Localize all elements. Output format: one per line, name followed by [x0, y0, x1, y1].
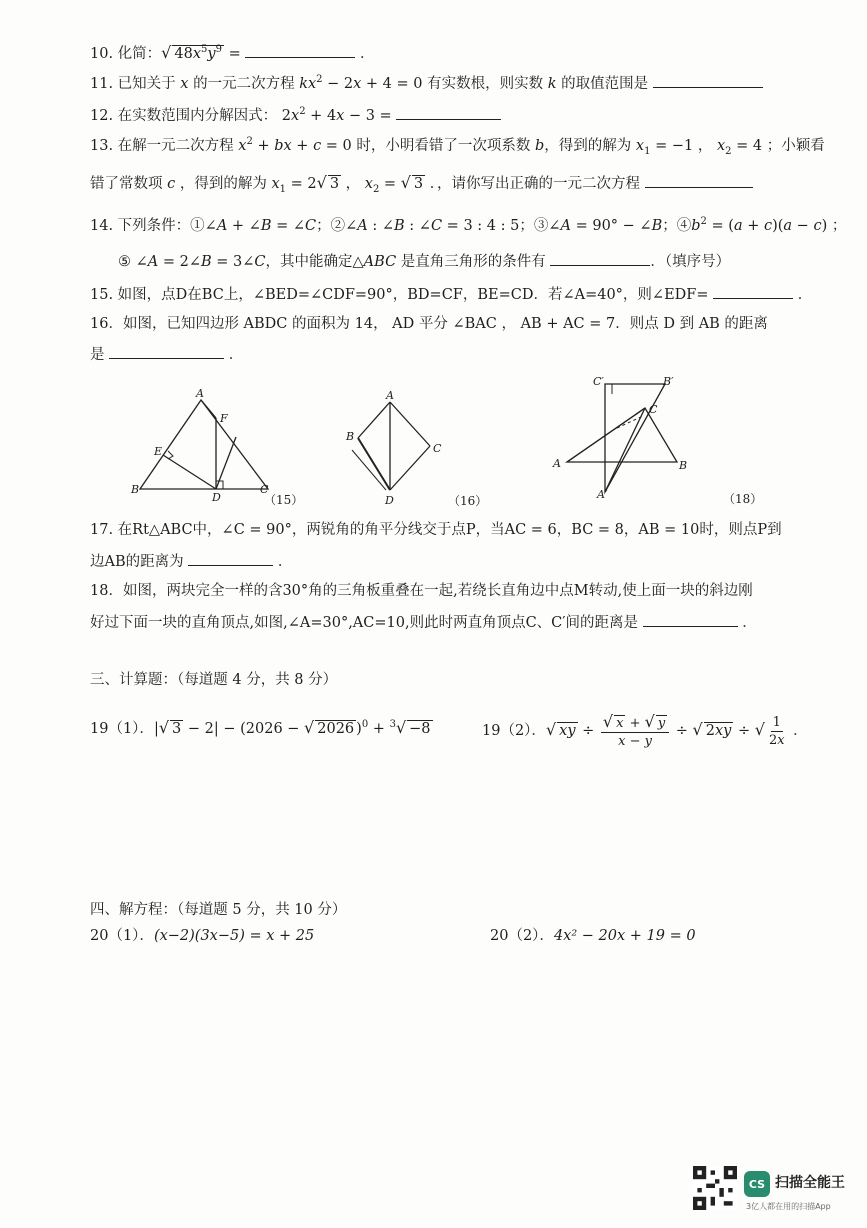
fig16-segment-cd — [390, 446, 430, 490]
question-18-line2: 好过下面一块的直角顶点,如图,∠A=30°,AC=10,则此时两直角顶点C、C′间的距离是 ． — [90, 612, 757, 633]
fig16-segment-bd — [358, 438, 390, 490]
qr-code — [693, 1166, 737, 1210]
question-13-line2: 错了常数项 c ，得到的解为 $x_1 = 2√$ 3 ， $x_2$ = √ 3 ．，请你写出正确的一元二次方程 — [90, 173, 753, 194]
question-11: 11. 已知关于 x 的一元二次方程 $kx^2 - 2x + 4 = 0$ 有实数根，则实数 k 的取值范围是 — [90, 73, 763, 94]
answer-blank[interactable] — [645, 173, 753, 188]
question-15: 15. 如图，点D在BC上，∠BED=∠CDF=90°，BD=CF，BE=CD．若∠A=40°，则∠EDF= ． — [90, 284, 812, 305]
fig15-label-f: F — [220, 412, 228, 425]
scanner-brand: 扫描全能王 — [775, 1175, 845, 1191]
fig15-label-b: B — [131, 483, 140, 496]
question-19-1: 19（1）．|√ 3 − 2| − (2026 − √ 2026 )$^0$ + $^3$√ −8 — [90, 718, 431, 737]
fig16-segment-ac — [390, 402, 430, 446]
answer-blank[interactable] — [109, 344, 224, 359]
answer-blank[interactable] — [653, 73, 763, 88]
fig16-label-a: A — [386, 390, 394, 402]
fig15-label-a: A — [196, 387, 204, 400]
answer-blank[interactable] — [188, 551, 273, 566]
question-10: 10. 化简：√ $48x^5y^9$ = ． — [90, 43, 375, 62]
scanner-tagline: 3亿人都在用的扫描App — [746, 1202, 831, 1211]
fig18-segment-ac — [567, 408, 645, 462]
fig15-segment-ed — [163, 455, 216, 489]
question-17-line2: 边AB的距离为 ． — [90, 551, 292, 572]
fig18-caption: （18） — [723, 492, 763, 506]
fig18-segment-ap — [605, 408, 645, 492]
answer-blank[interactable] — [396, 105, 501, 120]
fig15-label-c: C — [260, 483, 269, 496]
fig15-right-angle-e — [168, 451, 173, 459]
section-4-title: 四、解方程：（每道题 5 分，共 10 分） — [90, 902, 347, 918]
fig18-label-a: A — [553, 457, 561, 470]
question-12: 12. 在实数范围内分解因式： $2x^2 + 4x - 3$ = — [90, 105, 501, 126]
question-17-line1: 17. 在Rt△ABC中，∠C = 90°，两锐角的角平分线交于点P，当AC = 6，BC = 8，AB = 10时，则点P到 — [90, 522, 782, 538]
fig18-label-c: C — [649, 403, 658, 416]
answer-blank[interactable] — [550, 251, 650, 266]
section-3-title: 三、计算题：（每道题 4 分，共 8 分） — [90, 672, 338, 688]
fig18-lower-triangle — [567, 408, 677, 462]
fig16-segment-ab — [358, 402, 390, 438]
question-16-line2: 是 ． — [90, 344, 243, 365]
answer-blank[interactable] — [245, 43, 355, 58]
question-20-1: 20（1）．(x−2)(3x−5) = x + 25 — [90, 928, 315, 944]
question-13-line1: 13. 在解一元二次方程 $x^2$ + bx + c = 0 时，小明看错了一次项系数 b，得到的解为 $x_1 = -1$ ， $x_2 = 4$ ；小颖看 — [90, 136, 825, 157]
fig18-upper-triangle — [605, 384, 665, 492]
fig18-label-bprime: B′ — [663, 375, 674, 388]
fig18-label-aprime: A′ — [597, 488, 608, 501]
fig15-caption: （15） — [264, 493, 304, 505]
fig18-label-cprime: C′ — [593, 375, 604, 388]
fig18-label-b: B — [679, 459, 688, 472]
fig16-label-c: C — [433, 442, 442, 455]
fraction: $\frac{√ x + √ y}{x - y}$ — [601, 713, 669, 750]
fig16-caption: （16） — [448, 494, 488, 508]
fig16-label-b: B — [346, 430, 355, 443]
fig15-label-e: E — [154, 445, 163, 458]
answer-blank[interactable] — [643, 612, 738, 627]
question-20-2: 20（2）．4x² − 20x + 19 = 0 — [490, 928, 696, 944]
question-19-2: 19（2）．√ xy ÷ $\frac{√ x + √ y}{x - y}$ ÷ √ 2xy ÷ √ $\frac{1}{2x}$ ． — [482, 711, 808, 749]
answer-blank[interactable] — [713, 284, 793, 299]
question-16-line1: 16．如图，已知四边形 ABDC 的面积为 14， AD 平分 ∠BAC ， AB + AC = 7．则点 D 到 AB 的距离 — [90, 316, 768, 332]
question-14-line2: ⑤ ∠A = 2∠B = 3∠C，其中能确定△ABC 是直角三角形的条件有 ．（填序号） — [118, 251, 730, 272]
figure-15 — [128, 385, 308, 505]
fig15-segment-af — [201, 400, 216, 418]
fraction: $\frac{1}{2x}$ — [768, 714, 785, 748]
fig16-label-d: D — [385, 494, 394, 507]
fig15-label-d: D — [212, 491, 221, 504]
scanner-logo-icon: CS — [744, 1171, 770, 1197]
figure-16 — [340, 390, 500, 510]
figure-18 — [545, 372, 775, 512]
question-18-line1: 18．如图，两块完全一样的含30°角的三角板重叠在一起,若绕长直角边中点M转动,使上面一块的斜边刚 — [90, 583, 753, 599]
question-14-line1: 14. 下列条件：①∠A + ∠B = ∠C；②∠A : ∠B : ∠C = 3 : 4 : 5；③∠A = 90° − ∠B；$④b^2 = (a + c)(a - c)$ ； — [90, 216, 847, 234]
